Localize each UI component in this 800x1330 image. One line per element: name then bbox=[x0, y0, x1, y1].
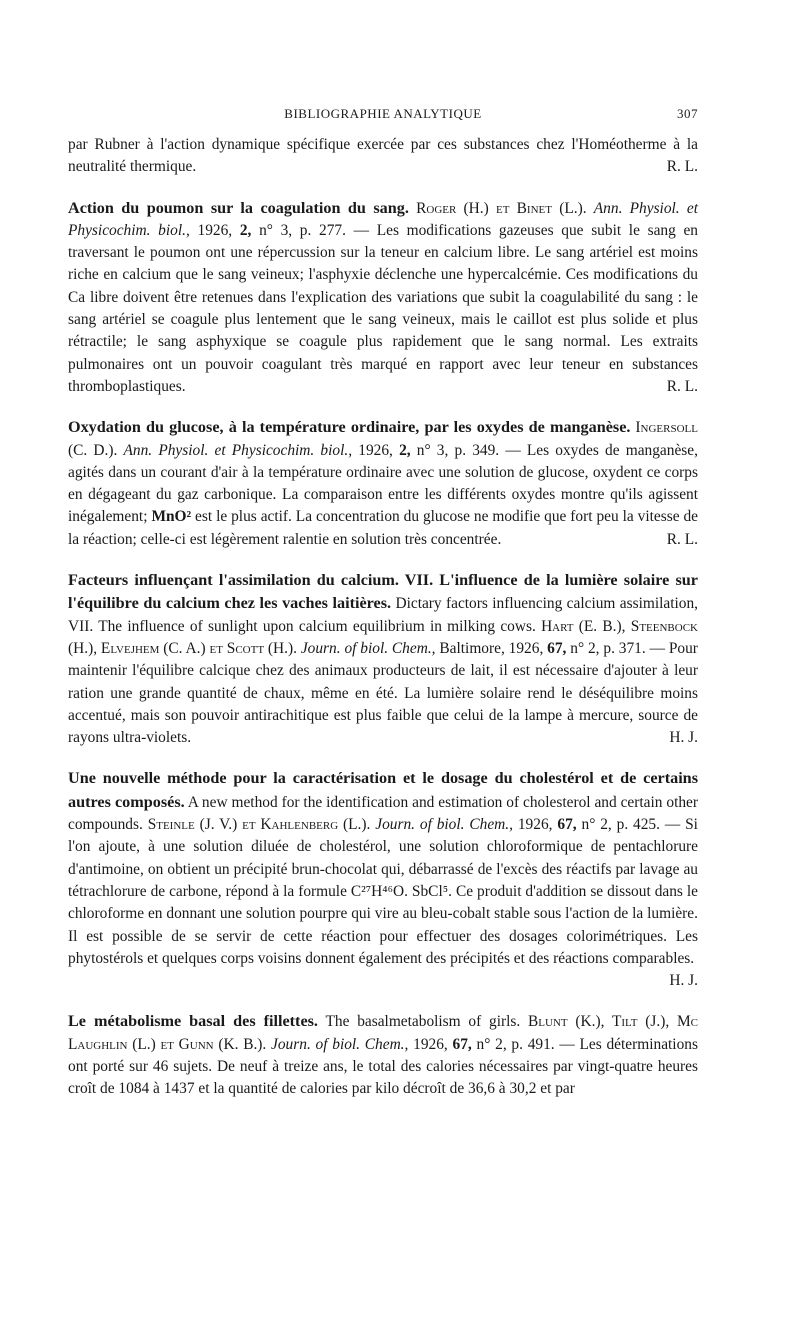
entry-journal: Journ. of biol. Chem., bbox=[375, 816, 513, 834]
bibliography-entry bbox=[68, 416, 698, 551]
entry-paragraph bbox=[68, 197, 698, 399]
entry-title: Le métabolisme basal des fillettes. bbox=[68, 1012, 318, 1031]
chemical-formula: MnO² bbox=[151, 508, 192, 526]
entry-volume: 67, bbox=[452, 1035, 472, 1053]
entry-title: Oxydation du glucose, à la température ordinaire, par les oxydes de manganèse. bbox=[68, 418, 631, 437]
entry-year: 1926, bbox=[197, 221, 233, 239]
entry-paragraph bbox=[68, 767, 698, 970]
entry-text: — Les modifications gazeuses que subit le sang en traversant le poumon ont une répercussion sur la teneur en calcium libre. Le sang artériel est moins riche en calcium que le sang veineux; l'asphyxie déclenche une hypercalcémie. Ces modifications du Ca libre doivent être retenues dans l'explication des variations que subit la coagulabilité du sang : le sang artériel se coagule plus lentement que le sang veineux, mais le caillot est plus solide et plus rétractile; le sang asphyxique se coagule plus rapidement que le sang normal. Les extraits pulmonaires ont un pouvoir coagulant très marqué en rapport avec leur teneur en substances thromboplastiques. bbox=[68, 221, 698, 395]
entry-title: Action du poumon sur la coagulation du sang. bbox=[68, 198, 409, 217]
entry-year: 1926, bbox=[508, 639, 544, 657]
entry-volume: 67, bbox=[547, 639, 567, 657]
entry-authors: Ingersoll (C. D.). bbox=[68, 419, 698, 459]
entry-english-title: A new method for the identification and estimation of cholesterol and certain other compounds. bbox=[68, 793, 698, 834]
entry-text-after: est le plus actif. La concentration du glucose ne modifie que fort peu la vitesse de la réaction; celle-ci est légèrement ralentie en solution très concentrée. bbox=[68, 508, 698, 548]
entry-text: par Rubner à l'action dynamique spécifique exercée par ces substances chez l'Homéotherme à la neutralité thermique. bbox=[68, 136, 698, 176]
reviewer-initials: H. J. bbox=[669, 729, 698, 747]
entry-place: Baltimore, bbox=[439, 639, 505, 657]
entry-volume: 2, bbox=[399, 441, 411, 459]
entry-text: — Pour maintenir l'équilibre calcique chez des animaux producteurs de lait, il est nécessaire d'ajouter à leur ration une grande quantité de chaux, même en été. La lumière solaire rend le déséquilibre moins accentué, mais son pouvoir antirachitique est plus faible que celui de la lampe à mercure, source de rayons ultra-violets. bbox=[68, 639, 698, 747]
entry-journal: Ann. Physiol. et Physicochim. biol., bbox=[68, 199, 698, 239]
reviewer-initials: R. L. bbox=[666, 530, 698, 548]
running-title: BIBLIOGRAPHIE ANALYTIQUE bbox=[284, 106, 482, 121]
entry-issue-page: n° 2, p. 425. bbox=[581, 816, 660, 834]
entry-text-before: — Si l'on ajoute, à une solution diluée de cholestérol, une solution chloroformique de pentachlorure d'antimoine, on obtient un précipité brun-chocolat qui, débarrassé de l'excès des réactifs par lavage au tétrachlorure de carbone, répond à la formule bbox=[68, 816, 698, 900]
reviewer-initials: H. J. bbox=[669, 972, 698, 990]
entry-title: Une nouvelle méthode pour la caractérisation et le dosage du cholestérol et de certains autres composés. bbox=[68, 769, 698, 811]
entry-authors: Roger (H.) et Binet (L.). bbox=[416, 199, 587, 217]
entry-english-title: The basalmetabolism of girls. bbox=[325, 1013, 521, 1031]
entry-year: 1926, bbox=[413, 1035, 448, 1053]
bibliography-entry bbox=[68, 134, 698, 179]
bibliography-body bbox=[68, 134, 698, 1119]
entry-authors: Blunt (K.), Tilt (J.), Mc Laughlin (L.) et Gunn (K. B.). bbox=[68, 1013, 699, 1053]
entry-paragraph bbox=[68, 569, 698, 749]
entry-issue-page: n° 2, p. 371. bbox=[570, 639, 646, 657]
page-number: 307 bbox=[677, 106, 698, 121]
entry-issue-page: n° 3, p. 349. bbox=[416, 441, 500, 459]
entry-issue-page: n° 3, p. 277. bbox=[259, 221, 346, 239]
bibliography-entry bbox=[68, 197, 698, 399]
entry-paragraph bbox=[68, 1010, 698, 1100]
entry-english-title: Dictary factors influencing calcium assimilation, VII. The influence of sunlight upon calcium equilibrium in milking cows. bbox=[68, 595, 698, 635]
entry-year: 1926, bbox=[358, 441, 393, 459]
entry-text-after: Ce produit d'addition se dissout dans le chloroforme en donnant une solution pourpre qui vire au bleu-cobalt stable sous l'action de la lumière. Il est possible de se servir de cette réaction pour effectuer des dosages colorimétriques. Les phytostérols et quelques corps voisins donnent également des précipités et des réactions comparables. bbox=[68, 882, 698, 967]
entry-title: Facteurs influençant l'assimilation du calcium. VII. L'influence de la lumière solaire sur l'équilibre du calcium chez les vaches laitières. bbox=[68, 571, 698, 613]
entry-text: — Les déterminations ont porté sur 46 sujets. De neuf à treize ans, le total des calories nécessaires par vingt-quatre heures croît de 1084 à 1437 et la quantité de calories par kilo décroît de 36,6 à 30,2 et par bbox=[68, 1035, 698, 1098]
entry-year: 1926, bbox=[517, 816, 553, 834]
entry-authors: Steinle (J. V.) et Kahlenberg (L.). bbox=[147, 816, 371, 834]
entry-paragraph bbox=[68, 134, 698, 179]
entry-volume: 2, bbox=[239, 221, 252, 239]
chemical-formula: C²⁷H⁴⁶O. SbCl⁵. bbox=[350, 882, 452, 900]
entry-issue-page: n° 2, p. 491. bbox=[476, 1035, 555, 1053]
entry-journal: Journ. of biol. Chem., bbox=[300, 639, 436, 657]
entry-paragraph bbox=[68, 416, 698, 551]
entry-journal: Ann. Physiol. et Physicochim. biol., bbox=[123, 441, 353, 459]
reviewer-initials: R. L. bbox=[666, 377, 698, 395]
entry-journal: Journ. of biol. Chem., bbox=[271, 1035, 409, 1053]
bibliography-entry bbox=[68, 767, 698, 992]
entry-volume: 67, bbox=[557, 816, 577, 834]
bibliography-entry bbox=[68, 569, 698, 749]
entry-text-before: — Les oxydes de manganèse, agités dans un courant d'air à la température ordinaire avec une solution de glucose, oxydent ce corps en dégageant du gaz carbonique. La comparaison entre les différents oxydes montre qu'ils agissent inégalement; bbox=[68, 441, 698, 526]
bibliography-entry bbox=[68, 1010, 698, 1100]
reviewer-initials: R. L. bbox=[666, 158, 698, 176]
running-head bbox=[68, 103, 698, 123]
entry-authors: Hart (E. B.), Steenbock (H.), Elvejhem (C. A.) et Scott (H.). bbox=[68, 617, 698, 657]
